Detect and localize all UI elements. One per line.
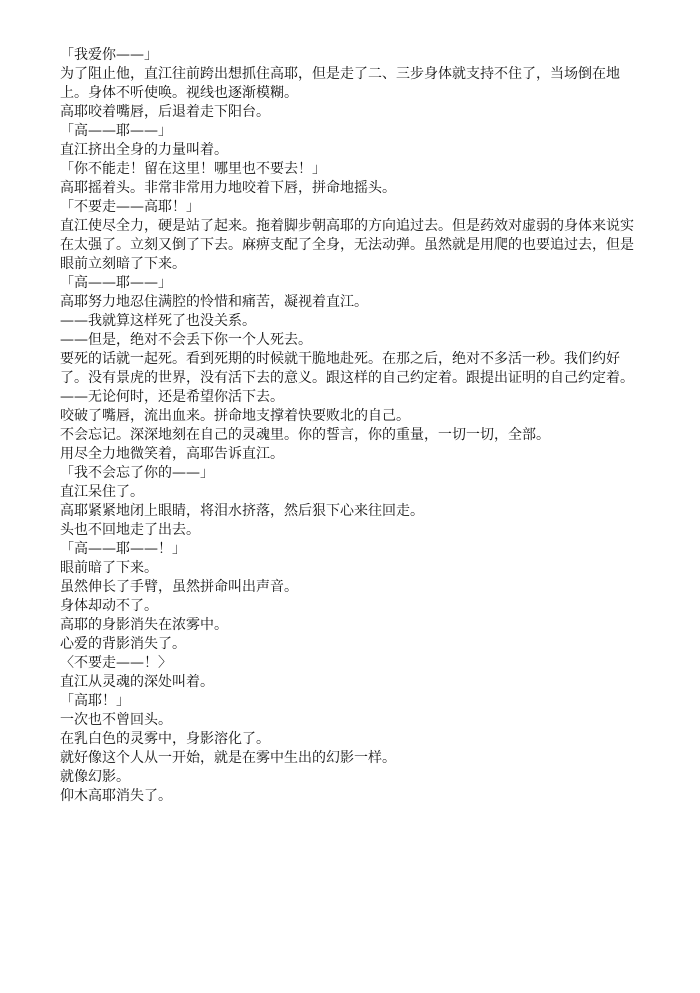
paragraph: 〈不要走——！〉 [60,655,172,671]
paragraph: 一次也不曾回头。 [60,712,172,728]
paragraph: 在乳白色的灵雾中，身影溶化了。 [60,731,270,747]
paragraph: 要死的话就一起死。看到死期的时候就干脆地赴死。在那之后，绝对不多活一秒。我们约好了。没有景虎的世界，没有活下去的意义。跟这样的自己约定着。跟提出证明的自己约定着。 [60,351,634,386]
document-body [60,46,640,806]
paragraph: 高耶咬着嘴唇，后退着走下阳台。 [60,104,270,120]
paragraph: 「高——耶——」 [60,275,172,291]
paragraph: 咬破了嘴唇，流出血来。拼命地支撑着快要败北的自己。 [60,408,410,424]
paragraph: 高耶紧紧地闭上眼睛，将泪水挤落，然后狠下心来往回走。 [60,503,424,519]
paragraph: 仰木高耶消失了。 [60,788,172,804]
paragraph: ——无论何时，还是希望你活下去。 [60,389,284,405]
paragraph: ——我就算这样死了也没关系。 [60,313,256,329]
paragraph: 「高——耶——！」 [60,541,186,557]
paragraph: 「不要走——高耶！」 [60,199,200,215]
paragraph: ——但是，绝对不会丢下你一个人死去。 [60,332,312,348]
paragraph: 「高耶！」 [60,693,130,709]
paragraph: 直江使尽全力，硬是站了起来。拖着脚步朝高耶的方向追过去。但是药效对虚弱的身体来说实在太强了。立刻又倒了下去。麻痹支配了全身，无法动弹。虽然就是用爬的也要追过去，但是眼前立刻暗了下来。 [60,218,634,272]
paragraph: 不会忘记。深深地刻在自己的灵魂里。你的誓言，你的重量，一切一切，全部。 [60,427,550,443]
paragraph: 就好像这个人从一开始，就是在雾中生出的幻影一样。 [60,750,396,766]
paragraph: 「我不会忘了你的——」 [60,465,214,481]
paragraph: 头也不回地走了出去。 [60,522,200,538]
paragraph: 「高——耶——」 [60,123,172,139]
paragraph: 用尽全力地微笑着，高耶告诉直江。 [60,446,284,462]
paragraph: 身体却动不了。 [60,598,158,614]
paragraph: 直江挤出全身的力量叫着。 [60,142,228,158]
paragraph: 心爱的背影消失了。 [60,636,186,652]
paragraph: 就像幻影。 [60,769,130,785]
paragraph: 直江从灵魂的深处叫着。 [60,674,214,690]
paragraph: 高耶摇着头。非常非常用力地咬着下唇，拼命地摇头。 [60,180,396,196]
paragraph: 「我爱你——」 [60,47,158,63]
paragraph: 眼前暗了下来。 [60,560,158,576]
paragraph: 高耶努力地忍住满腔的怜惜和痛苦，凝视着直江。 [60,294,368,310]
paragraph: 「你不能走！留在这里！哪里也不要去！」 [60,161,326,177]
paragraph: 为了阻止他，直江往前跨出想抓住高耶，但是走了二、三步身体就支持不住了，当场倒在地上。身体不听使唤。视线也逐渐模糊。 [60,66,620,101]
paragraph: 高耶的身影消失在浓雾中。 [60,617,228,633]
paragraph: 直江呆住了。 [60,484,144,500]
paragraph: 虽然伸长了手臂，虽然拼命叫出声音。 [60,579,298,595]
